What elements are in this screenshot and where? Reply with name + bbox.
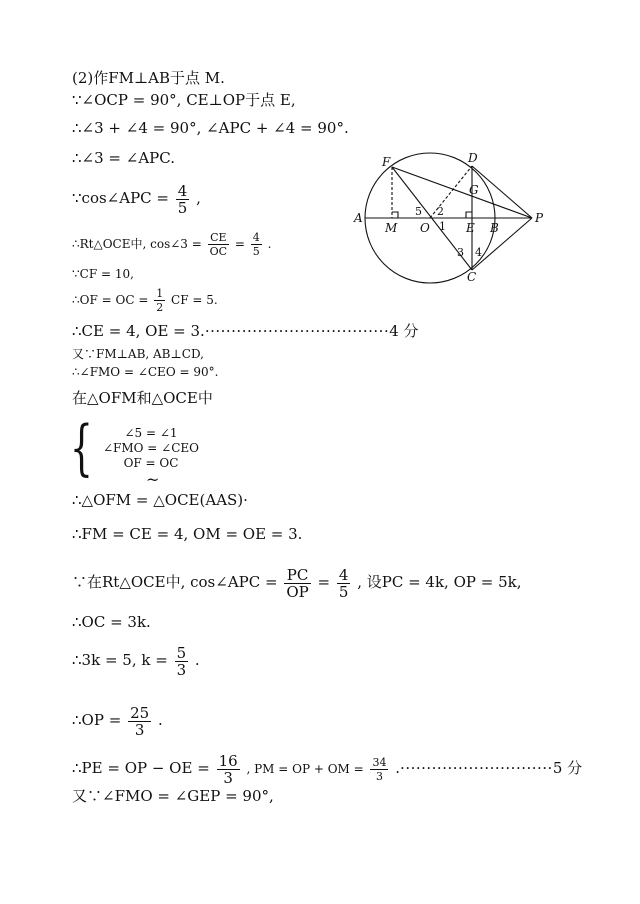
line-19-mid: , PM = OP + OM = bbox=[246, 762, 364, 776]
system-eq-3: OF = OC bbox=[123, 456, 179, 470]
system-eq-1: ∠5 = ∠1 bbox=[124, 426, 178, 440]
left-brace: { bbox=[70, 413, 93, 483]
numerator: 25 bbox=[130, 703, 150, 722]
label-m: M bbox=[385, 221, 398, 235]
denominator: 3 bbox=[223, 768, 233, 787]
punct: . bbox=[194, 651, 200, 669]
denominator: OC bbox=[209, 245, 228, 258]
equals: = bbox=[317, 573, 331, 591]
line-6-text: ∴Rt△OCE中, cos∠3 = bbox=[72, 237, 202, 251]
line-20: 又∵∠FMO = ∠GEP = 90°, bbox=[72, 787, 274, 805]
label-c: C bbox=[467, 270, 477, 284]
leader-dots: ··································· bbox=[204, 322, 390, 340]
denominator: 3 bbox=[176, 660, 187, 679]
line-7: ∵CF = 10, bbox=[72, 267, 134, 281]
denominator: 5 bbox=[338, 582, 349, 601]
numerator: CE bbox=[208, 231, 229, 245]
line-4: ∴∠3 = ∠APC. bbox=[72, 149, 175, 167]
line-13: ∴△OFM = △OCE(AAS)· bbox=[72, 491, 248, 509]
angle-4: 4 bbox=[475, 246, 482, 259]
denominator: 5 bbox=[252, 245, 260, 258]
denominator: 2 bbox=[156, 301, 164, 314]
angle-2: 2 bbox=[437, 205, 444, 218]
numerator: 16 bbox=[218, 751, 238, 770]
line-fp bbox=[392, 167, 532, 218]
numerator: 1 bbox=[156, 287, 164, 300]
punct: . bbox=[157, 711, 163, 729]
line-12: 在△OFM和△OCE中 bbox=[72, 389, 213, 407]
numerator: 5 bbox=[176, 643, 187, 662]
punct: , bbox=[196, 189, 201, 207]
label-a: A bbox=[354, 211, 363, 225]
denominator: 5 bbox=[177, 198, 188, 217]
score-label: 5 分 bbox=[552, 759, 583, 777]
line-5-text: ∵cos∠APC = bbox=[72, 189, 169, 207]
line-17-text: ∴3k = 5, k = bbox=[72, 651, 168, 669]
line-2: ∵∠OCP = 90°, CE⊥OP于点 E, bbox=[72, 91, 296, 109]
line-16: ∴OC = 3k. bbox=[72, 613, 151, 631]
label-o: O bbox=[420, 221, 430, 235]
label-g: G bbox=[469, 183, 479, 197]
line-15-text: ∵在Rt△OCE中, cos∠APC = bbox=[72, 573, 278, 591]
angle-3: 3 bbox=[457, 246, 464, 259]
line-dp bbox=[472, 166, 532, 218]
label-b: B bbox=[490, 221, 499, 235]
denominator: 3 bbox=[375, 769, 383, 783]
right-angle-e bbox=[466, 212, 472, 218]
line-14: ∴FM = CE = 4, OM = OE = 3. bbox=[72, 525, 303, 543]
line-8-text: ∴OF = OC = bbox=[72, 293, 149, 307]
numerator: 4 bbox=[338, 565, 349, 584]
label-p: P bbox=[535, 211, 544, 225]
line-19-text: ∴PE = OP − OE = bbox=[72, 759, 210, 777]
line-18-text: ∴OP = bbox=[72, 711, 122, 729]
leader-dots: ····························· bbox=[400, 759, 553, 777]
line-9-text: ∴CE = 4, OE = 3. bbox=[72, 322, 205, 340]
line-15-tail: , 设PC = 4k, OP = 5k, bbox=[357, 573, 522, 591]
line-cp bbox=[472, 218, 532, 270]
label-e: E bbox=[466, 221, 475, 235]
numerator: 34 bbox=[372, 755, 387, 769]
tilde-mark: ~ bbox=[146, 470, 160, 489]
line-8-tail: CF = 5. bbox=[171, 293, 218, 307]
line-11: ∴∠FMO = ∠CEO = 90°. bbox=[72, 365, 219, 379]
right-angle-m bbox=[392, 212, 398, 218]
angle-1: 1 bbox=[439, 220, 446, 233]
score-label: 4 分 bbox=[389, 322, 419, 340]
line-10: 又∵FM⊥AB, AB⊥CD, bbox=[72, 347, 204, 361]
line-1: (2)作FM⊥AB于点 M. bbox=[72, 69, 225, 87]
label-f: F bbox=[382, 155, 391, 169]
punct: . bbox=[267, 237, 272, 251]
angle-5: 5 bbox=[415, 205, 422, 218]
numerator: 4 bbox=[252, 231, 260, 244]
equals: = bbox=[234, 237, 245, 251]
numerator: PC bbox=[284, 567, 310, 584]
system-eq-2: ∠FMO = ∠CEO bbox=[102, 441, 200, 455]
denominator: OP bbox=[286, 582, 309, 601]
label-d: D bbox=[468, 151, 478, 165]
line-3: ∴∠3 + ∠4 = 90°, ∠APC + ∠4 = 90°. bbox=[72, 119, 349, 137]
punct: . bbox=[395, 759, 401, 777]
numerator: 4 bbox=[177, 181, 188, 200]
denominator: 3 bbox=[134, 720, 145, 739]
